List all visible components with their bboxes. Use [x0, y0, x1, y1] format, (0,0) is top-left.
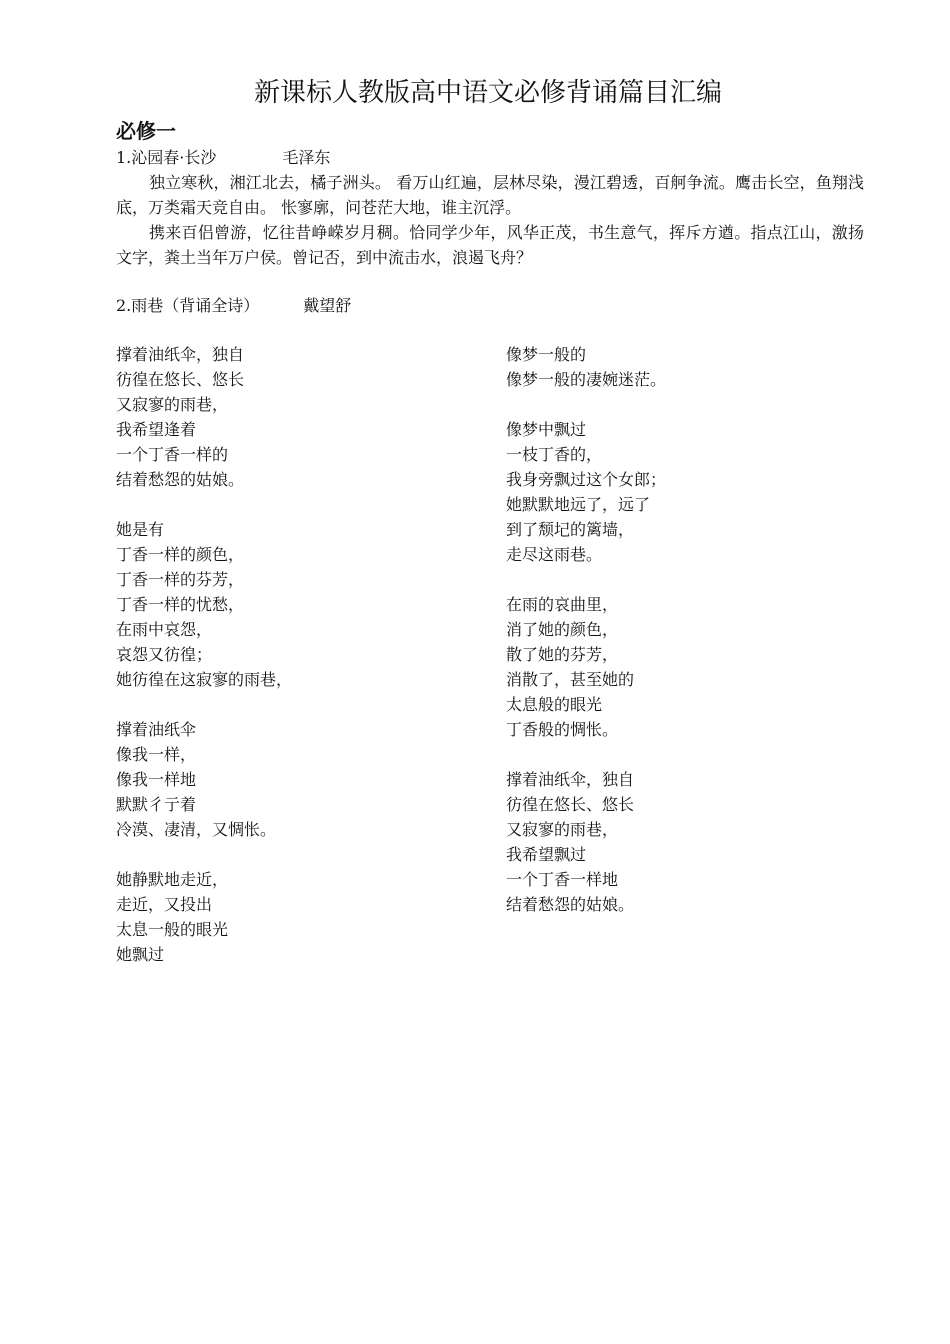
- poem-line: 哀怨又彷徨；: [116, 645, 213, 664]
- poem-line: 像我一样地: [116, 770, 197, 789]
- poem2-right-column: [506, 342, 886, 917]
- poem-line: 我希望逢着: [116, 420, 197, 439]
- poem-line: [506, 567, 886, 592]
- poem-line: 结着愁怨的姑娘。: [506, 895, 635, 914]
- poem2-author: 戴望舒: [303, 296, 352, 315]
- poem-line: 她飘过: [116, 945, 165, 964]
- poem-line: 彷徨在悠长、悠长: [506, 795, 635, 814]
- document-title: 新课标人教版高中语文必修背诵篇目汇编: [253, 78, 722, 108]
- poem-line: 消了她的颜色，: [506, 620, 619, 639]
- poem1-heading-line: [116, 145, 864, 170]
- poem1-paragraph-1: 独立寒秋，湘江北去，橘子洲头。 看万山红遍，层林尽染，漫江碧透，百舸争流。鹰击长空，鱼翔浅底，万类霜天竞自由。 怅寥廓，问苍茫大地，谁主沉浮。: [116, 173, 864, 217]
- poem-line: 默默彳亍着: [116, 795, 197, 814]
- poem-line: 彷徨在悠长、悠长: [116, 370, 245, 389]
- poem-line: 冷漠、凄清，又惆怅。: [116, 820, 277, 839]
- poem-line: 丁香一样的颜色，: [116, 545, 245, 564]
- poem-line: 一枝丁香的，: [506, 445, 603, 464]
- poem2-heading-line: [116, 293, 864, 318]
- poem-line: 在雨中哀怨，: [116, 620, 213, 639]
- poem-line: 撑着油纸伞，独自: [506, 770, 635, 789]
- poem-line: 撑着油纸伞，独自: [116, 345, 245, 364]
- poem1-paragraph-2: 携来百侣曾游，忆往昔峥嵘岁月稠。恰同学少年，风华正茂，书生意气，挥斥方遒。指点江山，激扬文字，粪土当年万户侯。曾记否，到中流击水，浪遏飞舟？: [116, 223, 864, 267]
- poem-line: 丁香一样的芬芳，: [116, 570, 245, 589]
- poem-line: 像梦一般的: [506, 345, 587, 364]
- poem-line: 一个丁香一样的: [116, 445, 229, 464]
- poem-line: 太息一般的眼光: [116, 920, 229, 939]
- poem-line: [116, 692, 496, 717]
- poem-line: [116, 842, 496, 867]
- poem-line: [116, 492, 496, 517]
- poem-line: 到了颓圮的篱墙，: [506, 520, 635, 539]
- poem-line: 太息般的眼光: [506, 695, 603, 714]
- section-heading: 必修一: [116, 119, 176, 143]
- poem-line: 走尽这雨巷。: [506, 545, 603, 564]
- poem1-title: 1.沁园春·长沙: [116, 148, 217, 167]
- poem-line: 她静默地走近，: [116, 870, 229, 889]
- poem-line: 她默默地远了，远了: [506, 495, 651, 514]
- poem-line: 我希望飘过: [506, 845, 587, 864]
- poem2-left-column: [116, 342, 496, 967]
- poem-line: 她是有: [116, 520, 165, 539]
- poem-line: 结着愁怨的姑娘。: [116, 470, 245, 489]
- poem-line: 她彷徨在这寂寥的雨巷，: [116, 670, 293, 689]
- poem-line: 我身旁飘过这个女郎；: [506, 470, 667, 489]
- poem1-block: [116, 145, 864, 270]
- poem-line: 在雨的哀曲里，: [506, 595, 619, 614]
- poem-line: 又寂寥的雨巷，: [506, 820, 619, 839]
- poem1-author: 毛泽东: [282, 148, 331, 167]
- poem-line: 像梦中飘过: [506, 420, 587, 439]
- poem-line: [506, 742, 886, 767]
- poem-line: 一个丁香一样地: [506, 870, 619, 889]
- poem-line: [506, 392, 886, 417]
- poem-line: 散了她的芬芳，: [506, 645, 619, 664]
- poem-line: 丁香般的惆怅。: [506, 720, 619, 739]
- poem-line: 像梦一般的凄婉迷茫。: [506, 370, 667, 389]
- poem-line: 撑着油纸伞: [116, 720, 197, 739]
- poem-line: 消散了，甚至她的: [506, 670, 635, 689]
- poem-line: 走近，又投出: [116, 895, 213, 914]
- poem-line: 丁香一样的忧愁，: [116, 595, 245, 614]
- poem-line: 又寂寥的雨巷，: [116, 395, 229, 414]
- poem-line: 像我一样，: [116, 745, 197, 764]
- poem2-title: 2.雨巷（背诵全诗）: [116, 296, 260, 315]
